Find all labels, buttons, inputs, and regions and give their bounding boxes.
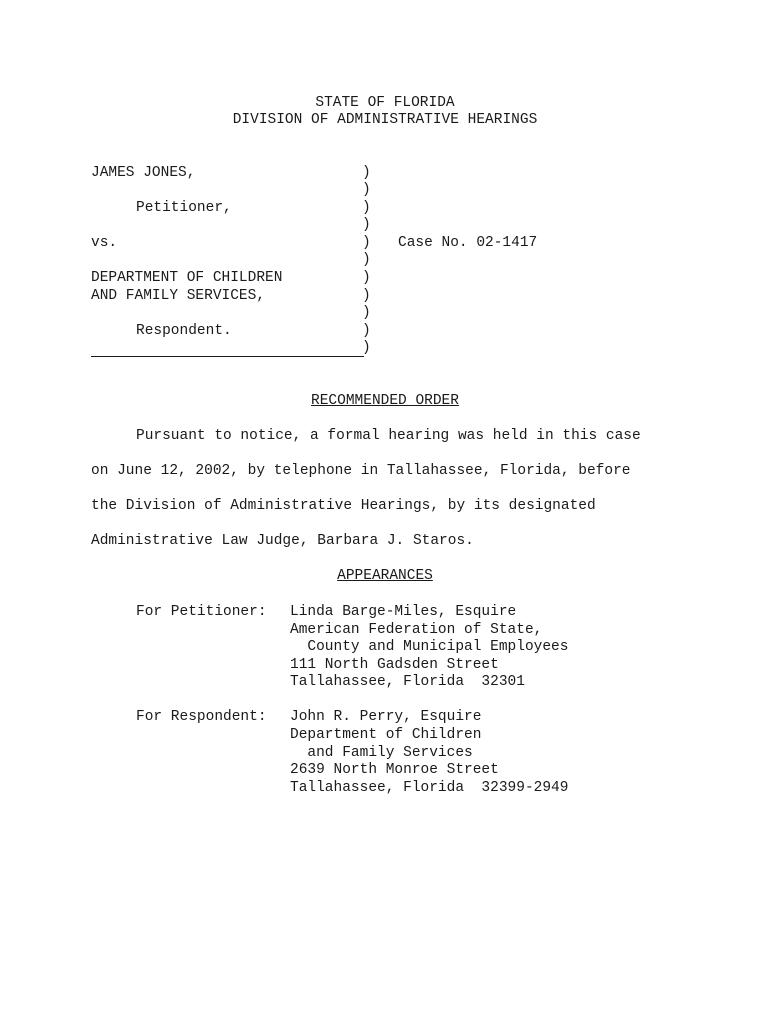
respondent-appearance-label: For Respondent: xyxy=(136,709,267,725)
respondent-role: Respondent. xyxy=(136,323,232,339)
order-paragraph-line: the Division of Administrative Hearings, by its designated xyxy=(91,498,596,514)
petitioner-name: JAMES JONES, xyxy=(91,165,196,181)
appearances-title: APPEARANCES xyxy=(337,568,433,584)
caption-paren: ) xyxy=(362,235,371,251)
respondent-counsel-line: 2639 North Monroe Street xyxy=(290,762,499,778)
respondent-counsel-line: Department of Children xyxy=(290,727,482,743)
petitioner-counsel-line: County and Municipal Employees xyxy=(290,639,569,655)
order-title: RECOMMENDED ORDER xyxy=(311,393,459,409)
caption-paren: ) xyxy=(362,305,371,321)
respondent-name-line1: DEPARTMENT OF CHILDREN xyxy=(91,270,283,286)
caption-paren: ) xyxy=(362,200,371,216)
respondent-name-line2: AND FAMILY SERVICES, xyxy=(91,288,266,304)
caption-paren: ) xyxy=(362,217,371,233)
respondent-counsel-line: and Family Services xyxy=(290,745,473,761)
petitioner-appearance-label: For Petitioner: xyxy=(136,604,267,620)
order-paragraph-line: Administrative Law Judge, Barbara J. Staros. xyxy=(91,533,474,549)
order-paragraph-line: Pursuant to notice, a formal hearing was held in this case xyxy=(136,428,641,444)
caption-underline xyxy=(91,356,364,357)
petitioner-counsel-line: Linda Barge-Miles, Esquire xyxy=(290,604,517,620)
caption-paren: ) xyxy=(362,340,371,356)
respondent-counsel-line: Tallahassee, Florida 32399-2949 xyxy=(290,780,569,796)
versus: vs. xyxy=(91,235,118,251)
caption-paren: ) xyxy=(362,252,371,268)
caption-paren: ) xyxy=(362,323,371,339)
case-number: Case No. 02-1417 xyxy=(398,235,538,251)
petitioner-role: Petitioner, xyxy=(136,200,232,216)
caption-paren: ) xyxy=(362,182,371,198)
header-division: DIVISION OF ADMINISTRATIVE HEARINGS xyxy=(232,112,538,128)
petitioner-counsel-line: American Federation of State, xyxy=(290,622,543,638)
petitioner-counsel-line: 111 North Gadsden Street xyxy=(290,657,499,673)
caption-paren: ) xyxy=(362,288,371,304)
petitioner-counsel-line: Tallahassee, Florida 32301 xyxy=(290,674,525,690)
order-paragraph-line: on June 12, 2002, by telephone in Tallahassee, Florida, before xyxy=(91,463,631,479)
caption-paren: ) xyxy=(362,270,371,286)
respondent-counsel-line: John R. Perry, Esquire xyxy=(290,709,482,725)
caption-paren: ) xyxy=(362,165,371,181)
header-state: STATE OF FLORIDA xyxy=(315,95,455,111)
